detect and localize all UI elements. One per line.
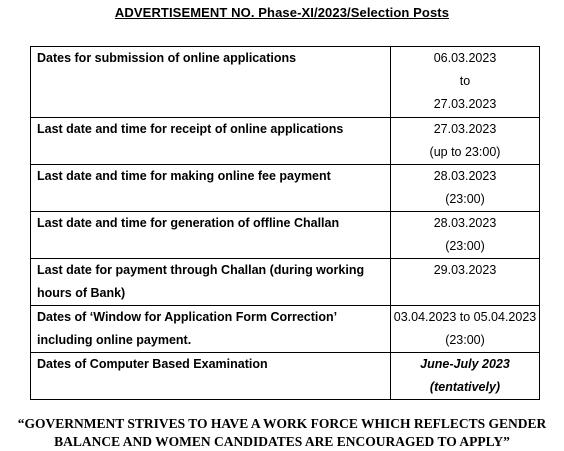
value-line: 28.03.2023 [433,169,497,183]
row-label: Dates for submission of online applications [31,47,391,118]
footer-quote [0,415,564,451]
table-row [31,47,540,118]
table-row [31,118,540,165]
value-line: (up to 23:00) [429,145,501,159]
value-line: 29.03.2023 [433,263,497,277]
row-value [391,212,540,259]
row-value [391,47,540,118]
value-line: 27.03.2023 [433,122,497,136]
page-title: ADVERTISEMENT NO. Phase-XI/2023/Selection Posts [114,5,450,20]
value-line: (23:00) [445,333,485,347]
value-line: (23:00) [445,239,485,253]
table-row [31,306,540,353]
row-label: Dates of Computer Based Examination [31,353,391,400]
row-label: Last date for payment through Challan (during working hours of Bank) [31,259,391,306]
row-value [391,306,540,353]
table-row [31,259,540,306]
value-line: 03.04.2023 to 05.04.2023 [393,310,537,324]
value-line: 28.03.2023 [433,216,497,230]
row-label: Dates of ‘Window for Application Form Correction’ including online payment. [31,306,391,353]
table-row [31,165,540,212]
row-value [391,118,540,165]
row-label: Last date and time for receipt of online applications [31,118,391,165]
row-label: Last date and time for generation of offline Challan [31,212,391,259]
value-line: June-July 2023 [420,357,510,371]
value-line: 27.03.2023 [433,97,497,111]
row-value [391,259,540,306]
row-label: Last date and time for making online fee payment [31,165,391,212]
row-value [391,165,540,212]
value-line: (23:00) [445,192,485,206]
schedule-table [30,46,540,400]
value-line: 06.03.2023 [433,51,497,65]
row-value [391,353,540,400]
value-line: to [459,74,471,88]
value-line: (tentatively) [429,380,501,394]
table-row [31,212,540,259]
footer-line: “GOVERNMENT STRIVES TO HAVE A WORK FORCE WHICH REFLECTS GENDER [17,416,547,431]
footer-line: BALANCE AND WOMEN CANDIDATES ARE ENCOURAGED TO APPLY” [54,434,510,449]
table-row [31,353,540,400]
